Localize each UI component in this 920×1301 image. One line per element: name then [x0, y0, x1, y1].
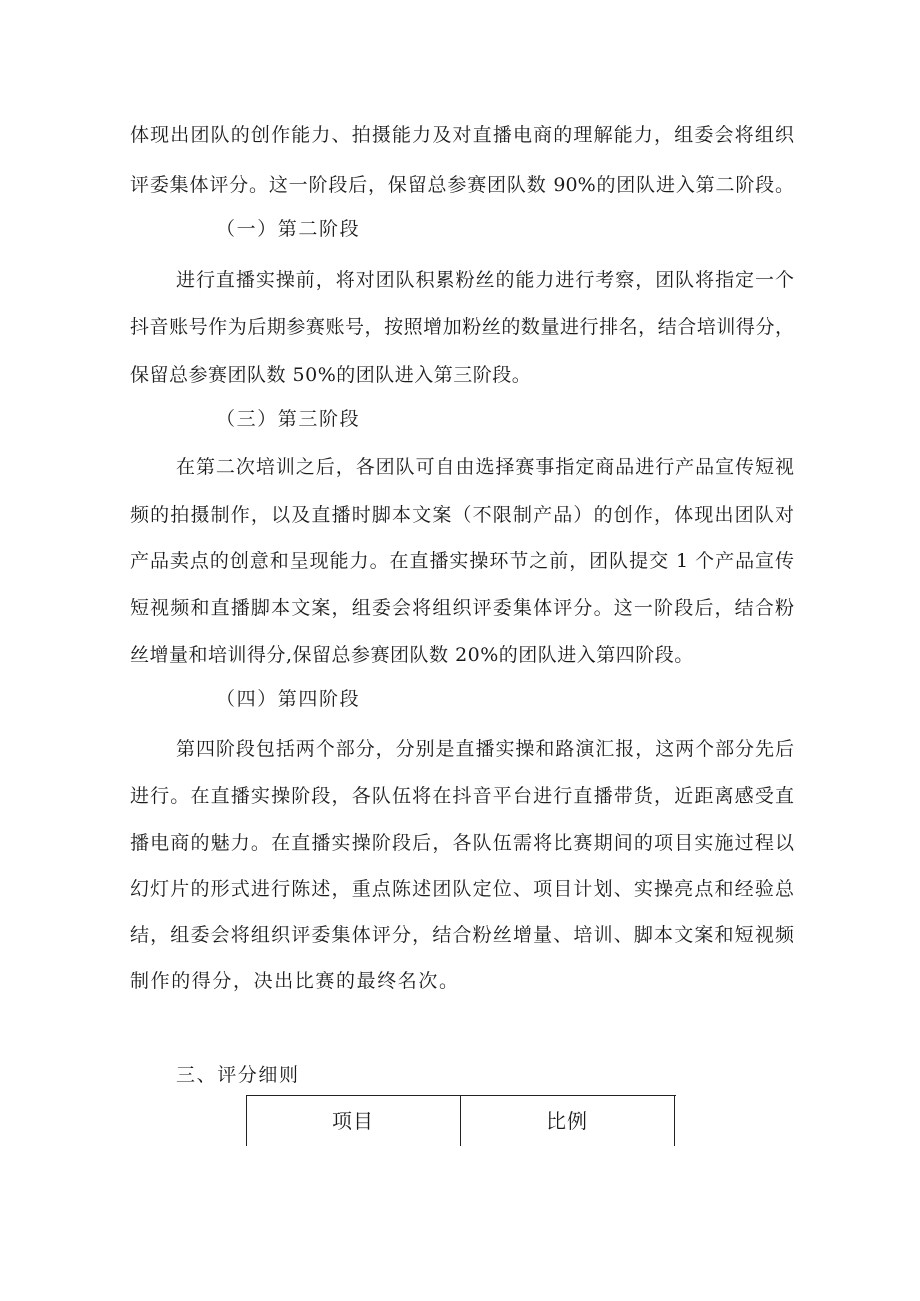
section-heading-stage-4: （四）第四阶段	[216, 688, 361, 710]
paragraph-line: 第四阶段包括两个部分，分别是直播实操和路演汇报，这两个部分先后	[176, 738, 794, 760]
paragraph-line: 播电商的魅力。在直播实操阶段后，各队伍需将比赛期间的项目实施过程以	[130, 832, 794, 854]
section-heading-stage-2: （一）第二阶段	[216, 218, 361, 240]
paragraph-line: 短视频和直播脚本文案，组委会将组织评委集体评分。这一阶段后，结合粉	[130, 597, 794, 619]
paragraph-line: 丝增量和培训得分,保留总参赛团队数 20%的团队进入第四阶段。	[130, 644, 694, 666]
paragraph-line: 频的拍摄制作，以及直播时脚本文案（不限制产品）的创作，体现出团队对	[130, 504, 794, 526]
table-header-item: 项目	[332, 1109, 374, 1133]
table-border-right	[674, 1096, 675, 1146]
paragraph-line: 幻灯片的形式进行陈述，重点陈述团队定位、项目计划、实操亮点和经验总	[130, 878, 794, 900]
paragraph-line: 体现出团队的创作能力、拍摄能力及对直播电商的理解能力，组委会将组织	[130, 124, 794, 146]
paragraph-line: 保留总参赛团队数 50%的团队进入第三阶段。	[130, 364, 532, 386]
paragraph-line: 评委集体评分。这一阶段后，保留总参赛团队数 90%的团队进入第二阶段。	[130, 174, 794, 196]
paragraph-line: 制作的得分，决出比赛的最终名次。	[130, 970, 460, 992]
scoring-table	[246, 1095, 676, 1145]
paragraph-line: 抖音账号作为后期参赛账号，按照增加粉丝的数量进行排名，结合培训得分，	[130, 316, 794, 338]
paragraph-line: 在第二次培训之后，各团队可自由选择赛事指定商品进行产品宣传短视	[176, 456, 794, 478]
table-header-ratio: 比例	[546, 1109, 588, 1133]
paragraph-line: 结，组委会将组织评委集体评分，结合粉丝增量、培训、脚本文案和短视频	[130, 924, 794, 946]
section-heading-stage-3: （三）第三阶段	[216, 408, 361, 430]
section-heading-scoring: 三、评分细则	[176, 1064, 300, 1086]
paragraph-line: 产品卖点的创意和呈现能力。在直播实操环节之前，团队提交 1 个产品宣传	[130, 550, 794, 572]
paragraph-line: 进行。在直播实操阶段，各队伍将在抖音平台进行直播带货，近距离感受直	[130, 785, 794, 807]
paragraph-line: 进行直播实操前，将对团队积累粉丝的能力进行考察，团队将指定一个	[176, 269, 794, 291]
